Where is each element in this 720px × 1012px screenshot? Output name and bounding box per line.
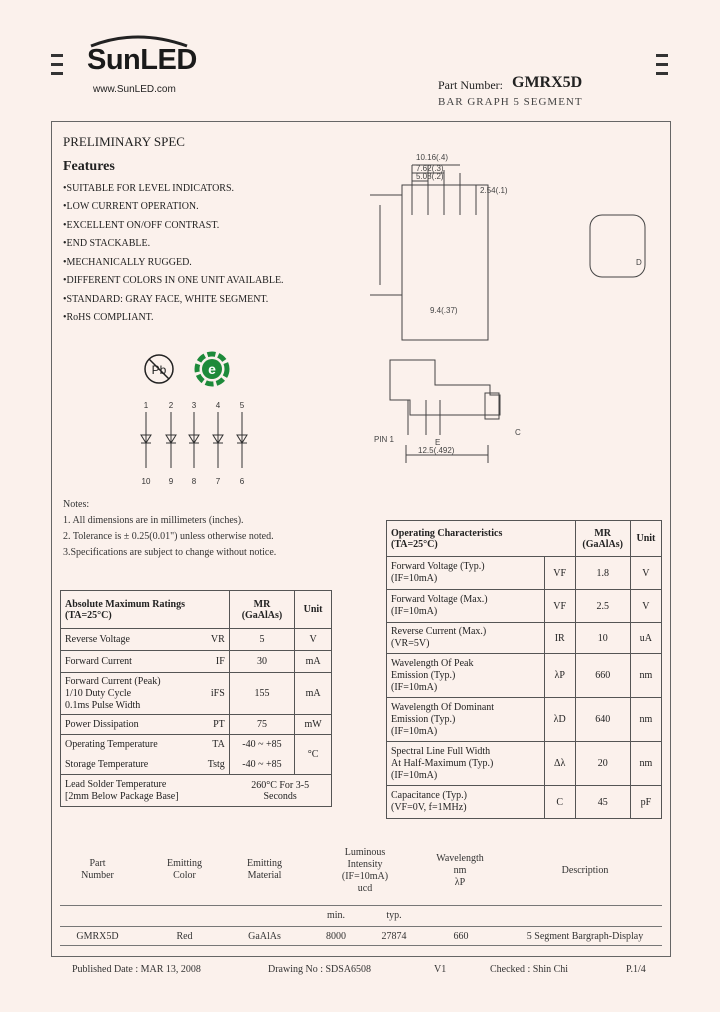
value-cell: 660 bbox=[575, 654, 630, 698]
param-cell: Wavelength Of Dominant Emission (Typ.) (IF=10mA) bbox=[387, 698, 545, 742]
param-cell: Forward Voltage (Typ.) (IF=10mA) bbox=[387, 557, 545, 590]
package-outline-drawing bbox=[340, 145, 665, 465]
op-header-unit: Unit bbox=[630, 521, 661, 557]
dimension-label: 12.5(.492) bbox=[418, 446, 455, 455]
note-item: 2. Tolerance is ± 0.25(0.01") unless otherwise noted. bbox=[63, 531, 274, 542]
abs-header-unit: Unit bbox=[295, 591, 332, 629]
unit-cell: nm bbox=[630, 654, 661, 698]
table-row bbox=[61, 735, 332, 755]
diode-4 bbox=[213, 412, 223, 468]
symbol-cell: Tstg bbox=[196, 755, 229, 775]
value-cell: 20 bbox=[575, 742, 630, 786]
feature-item: •EXCELLENT ON/OFF CONTRAST. bbox=[63, 220, 220, 231]
rohs-e-icon bbox=[193, 350, 231, 388]
terminal-label: E bbox=[435, 438, 441, 447]
diode-5 bbox=[237, 412, 247, 468]
dimension-label: 5.08(.2) bbox=[416, 172, 444, 181]
col-luminous-intensity: Luminous Intensity (IF=10mA) ucd bbox=[341, 847, 389, 894]
note-item: 3.Specifications are subject to change without notice. bbox=[63, 547, 277, 558]
symbol-cell: λD bbox=[544, 698, 575, 742]
value-cell: -40 ~ +85 bbox=[229, 755, 294, 775]
corner-bar bbox=[51, 72, 63, 75]
table-row bbox=[61, 651, 332, 673]
symbol-cell: Δλ bbox=[544, 742, 575, 786]
table-row bbox=[387, 557, 662, 590]
corner-bar bbox=[656, 72, 668, 75]
table-divider bbox=[60, 926, 662, 927]
op-header-title: Operating Characteristics (TA=25°C) bbox=[387, 521, 576, 557]
pin-number: 5 bbox=[239, 401, 245, 410]
sub-typ: typ. bbox=[386, 910, 402, 921]
feature-item: •LOW CURRENT OPERATION. bbox=[63, 201, 199, 212]
value-cell: -40 ~ +85 bbox=[229, 735, 294, 755]
unit-cell: nm bbox=[630, 698, 661, 742]
unit-cell: V bbox=[630, 557, 661, 590]
param-cell: Reverse Current (Max.) (VR=5V) bbox=[387, 623, 545, 654]
table-row bbox=[61, 673, 332, 715]
param-cell: Forward Current (Peak) 1/10 Duty Cycle 0.1ms Pulse Width bbox=[61, 673, 196, 715]
pin-number: 7 bbox=[215, 477, 221, 486]
feature-item: •RoHS COMPLIANT. bbox=[63, 312, 154, 323]
terminal-label: C bbox=[515, 428, 521, 437]
corner-bar bbox=[656, 54, 668, 57]
table-row bbox=[61, 629, 332, 651]
dimension-label: 2.54(.1) bbox=[480, 186, 508, 195]
param-cell: Operating Temperature bbox=[61, 735, 196, 755]
part-number-label: Part Number: bbox=[438, 78, 503, 92]
symbol-cell: VF bbox=[544, 590, 575, 623]
value-cell: 260°C For 3-5 Seconds bbox=[229, 775, 331, 807]
param-cell: Lead Solder Temperature [2mm Below Package Base] bbox=[61, 775, 230, 807]
part-number: GMRX5D bbox=[512, 74, 583, 91]
circuit-diagram bbox=[130, 398, 260, 488]
param-cell: Power Dissipation bbox=[61, 715, 196, 735]
diode-3 bbox=[189, 412, 199, 468]
pb-free-icon bbox=[143, 353, 175, 385]
pin-number: 9 bbox=[168, 477, 174, 486]
unit-cell: V bbox=[630, 590, 661, 623]
drawing-number: Drawing No : SDSA6508 bbox=[268, 964, 372, 975]
symbol-cell: IF bbox=[196, 651, 229, 673]
unit-cell: V bbox=[295, 629, 332, 651]
features-title: Features bbox=[63, 159, 115, 174]
value-cell: 5 bbox=[229, 629, 294, 651]
value-cell: 75 bbox=[229, 715, 294, 735]
logo-arc-icon bbox=[87, 32, 197, 48]
symbol-cell: TA bbox=[196, 735, 229, 755]
published-date: Published Date : MAR 13, 2008 bbox=[72, 964, 201, 975]
diode-2 bbox=[166, 412, 176, 468]
sub-min: min. bbox=[326, 910, 346, 921]
table-row bbox=[387, 590, 662, 623]
row-description: 5 Segment Bargraph-Display bbox=[526, 931, 644, 942]
symbol-cell: C bbox=[544, 786, 575, 819]
pin-one-label: PIN 1 bbox=[374, 435, 395, 444]
param-cell: Spectral Line Full Width At Half-Maximum (Typ.) (IF=10mA) bbox=[387, 742, 545, 786]
row-color: Red bbox=[176, 931, 193, 942]
page-number: P.1/4 bbox=[626, 964, 646, 975]
version: V1 bbox=[434, 964, 447, 975]
company-logo: SunLED bbox=[87, 44, 197, 77]
row-part: GMRX5D bbox=[76, 931, 119, 942]
param-cell: Capacitance (Typ.) (VF=0V, f=1MHz) bbox=[387, 786, 545, 819]
note-item: 1. All dimensions are in millimeters (inches). bbox=[63, 515, 244, 526]
col-emitting-material: Emitting Material bbox=[247, 858, 282, 881]
table-row bbox=[61, 755, 332, 775]
symbol-cell: λP bbox=[544, 654, 575, 698]
value-cell: 640 bbox=[575, 698, 630, 742]
unit-cell: mA bbox=[295, 651, 332, 673]
symbol-cell: IR bbox=[544, 623, 575, 654]
pin-number: 4 bbox=[215, 401, 221, 410]
param-cell: Reverse Voltage bbox=[61, 629, 196, 651]
rohs-text: e bbox=[208, 361, 216, 377]
symbol-cell: VR bbox=[196, 629, 229, 651]
feature-item: •END STACKABLE. bbox=[63, 238, 151, 249]
operating-characteristics-table bbox=[386, 520, 662, 819]
feature-item: •MECHANICALLY RUGGED. bbox=[63, 257, 192, 268]
row-typ: 27874 bbox=[381, 931, 407, 942]
company-url[interactable]: www.SunLED.com bbox=[93, 84, 176, 95]
table-divider bbox=[60, 945, 662, 946]
unit-cell: nm bbox=[630, 742, 661, 786]
param-cell: Wavelength Of Peak Emission (Typ.) (IF=10mA) bbox=[387, 654, 545, 698]
absolute-max-ratings-table bbox=[60, 590, 332, 807]
corner-bar bbox=[51, 63, 63, 66]
table-row bbox=[387, 623, 662, 654]
col-wavelength: Wavelength nm λP bbox=[436, 853, 484, 888]
value-cell: 30 bbox=[229, 651, 294, 673]
value-cell: 1.8 bbox=[575, 557, 630, 590]
param-cell: Storage Temperature bbox=[61, 755, 196, 775]
dimension-label: 9.4(.37) bbox=[430, 306, 458, 315]
product-subtitle: BAR GRAPH 5 SEGMENT bbox=[438, 96, 583, 108]
pin-number: 2 bbox=[168, 401, 174, 410]
row-material: GaAlAs bbox=[248, 931, 281, 942]
op-header-mr: MR (GaAlAs) bbox=[575, 521, 630, 557]
feature-item: •DIFFERENT COLORS IN ONE UNIT AVAILABLE. bbox=[63, 275, 284, 286]
table-row bbox=[387, 786, 662, 819]
package-top-view bbox=[590, 215, 645, 277]
value-cell: 2.5 bbox=[575, 590, 630, 623]
pin-number: 10 bbox=[141, 477, 151, 486]
symbol-cell: PT bbox=[196, 715, 229, 735]
value-cell: 45 bbox=[575, 786, 630, 819]
terminal-label: D bbox=[636, 258, 642, 267]
preliminary-spec-title: PRELIMINARY SPEC bbox=[63, 134, 185, 149]
table-row bbox=[61, 715, 332, 735]
feature-item: •SUITABLE FOR LEVEL INDICATORS. bbox=[63, 183, 235, 194]
package-front-view bbox=[402, 185, 488, 340]
dimension-label: 10.16(.4) bbox=[416, 153, 449, 162]
unit-cell: °C bbox=[295, 735, 332, 775]
symbol-cell: iFS bbox=[196, 673, 229, 715]
unit-cell: uA bbox=[630, 623, 661, 654]
feature-item: •STANDARD: GRAY FACE, WHITE SEGMENT. bbox=[63, 294, 269, 305]
param-cell: Forward Current bbox=[61, 651, 196, 673]
row-min: 8000 bbox=[326, 931, 346, 942]
table-row bbox=[61, 775, 332, 807]
diode-1 bbox=[141, 412, 151, 468]
package-side-view bbox=[390, 360, 500, 415]
abs-header-title: Absolute Maximum Ratings (TA=25°C) bbox=[61, 591, 230, 629]
col-emitting-color: Emitting Color bbox=[167, 858, 202, 881]
value-cell: 155 bbox=[229, 673, 294, 715]
col-description: Description bbox=[561, 865, 609, 876]
notes-title: Notes: bbox=[63, 499, 90, 510]
param-cell: Forward Voltage (Max.) (IF=10mA) bbox=[387, 590, 545, 623]
corner-bar bbox=[51, 54, 63, 57]
value-cell: 10 bbox=[575, 623, 630, 654]
table-row bbox=[387, 654, 662, 698]
row-wavelength: 660 bbox=[453, 931, 469, 942]
pin-number: 3 bbox=[191, 401, 197, 410]
checked-by: Checked : Shin Chi bbox=[490, 964, 569, 975]
symbol-cell: VF bbox=[544, 557, 575, 590]
unit-cell: mA bbox=[295, 673, 332, 715]
abs-header-mr: MR (GaAlAs) bbox=[229, 591, 294, 629]
pb-text: Pb bbox=[151, 363, 167, 377]
unit-cell: mW bbox=[295, 715, 332, 735]
corner-bar bbox=[656, 63, 668, 66]
pin-number: 8 bbox=[191, 477, 197, 486]
dimension-label: 7.62(.3) bbox=[416, 164, 444, 173]
table-row bbox=[387, 698, 662, 742]
pin-number: 6 bbox=[239, 477, 245, 486]
col-part-number: Part Number bbox=[81, 858, 114, 881]
unit-cell: pF bbox=[630, 786, 661, 819]
table-divider bbox=[60, 905, 662, 906]
pin-number: 1 bbox=[143, 401, 149, 410]
table-row bbox=[387, 742, 662, 786]
